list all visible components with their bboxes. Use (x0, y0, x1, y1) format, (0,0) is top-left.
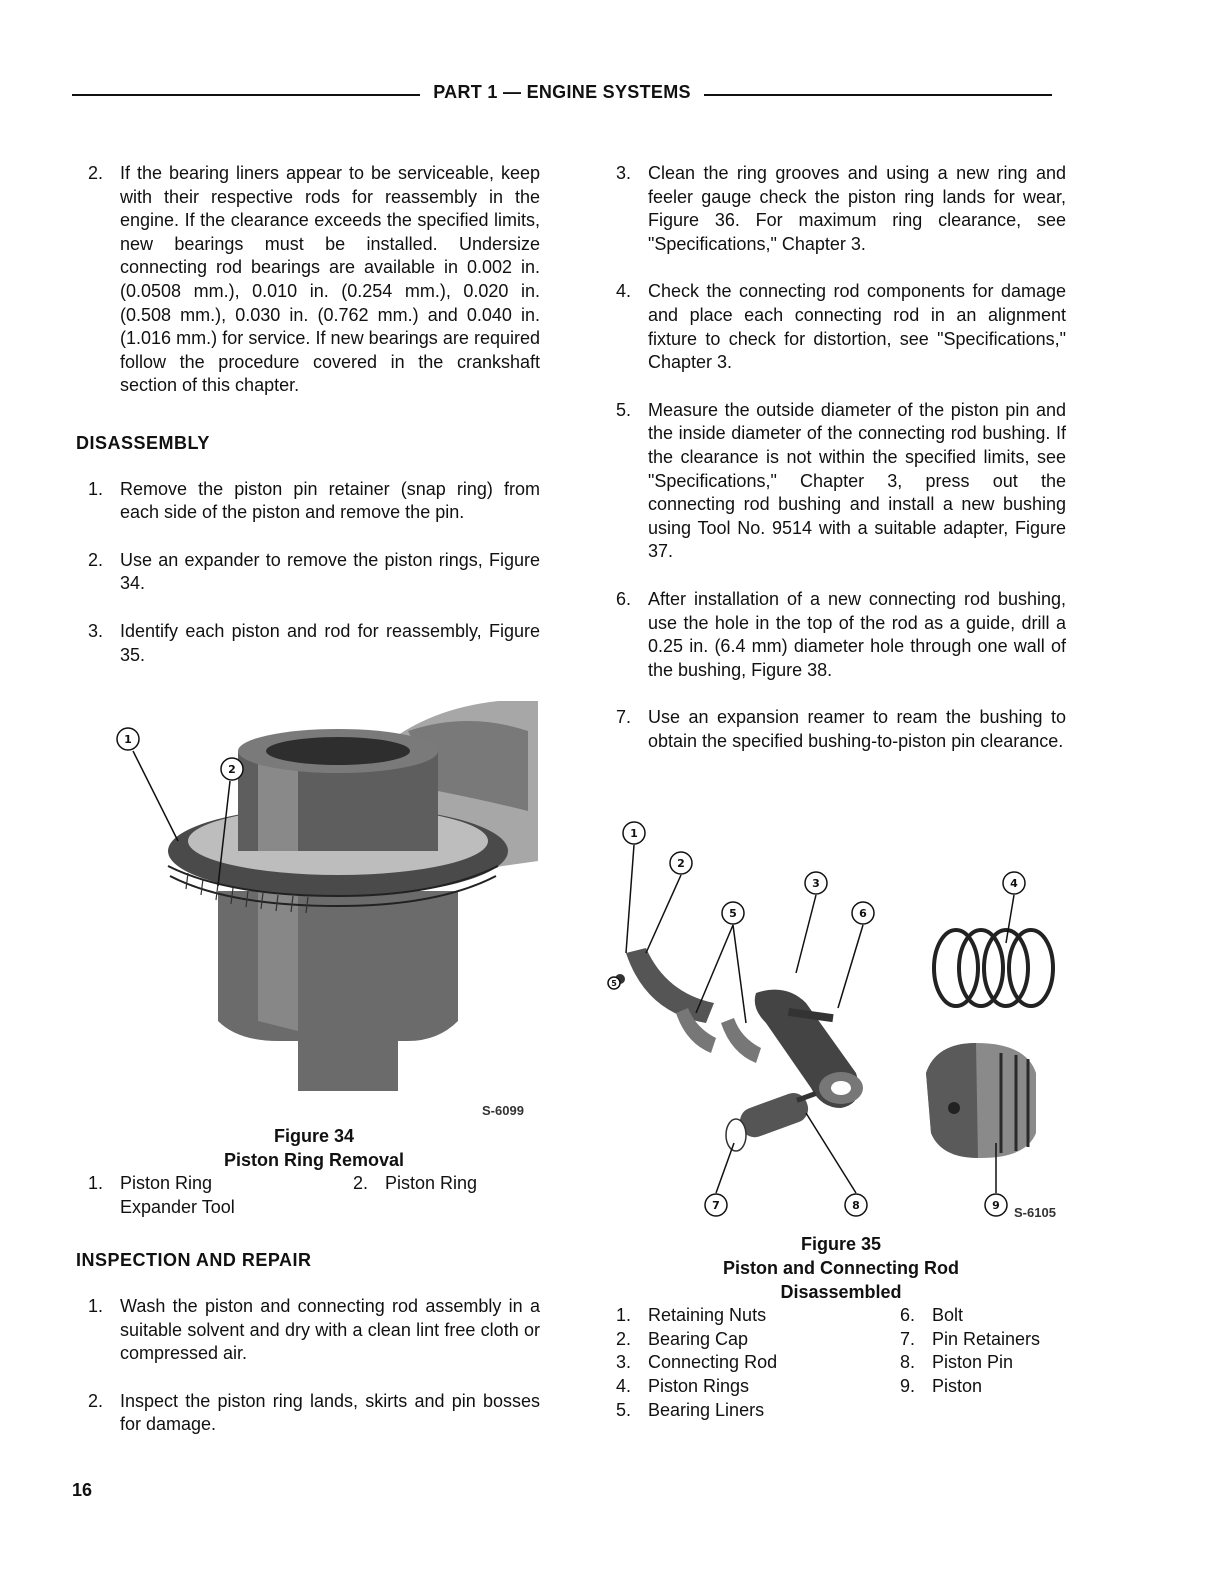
piston-connecting-rod-illustration (606, 813, 1056, 1223)
callout-3-label: 3 (812, 877, 820, 891)
callout-1-label: 1 (630, 827, 638, 841)
list-item: 4. Check the connecting rod components for damage and place each connecting rod in an alignment fixture to check for distortion, see "Specifications," Chapter 3. (616, 281, 1066, 373)
list-item: 2. If the bearing liners appear to be serviceable, keep with their respective rods for reassembly in the engine. If the clearance exceeds the specified limits, new bearings must be installed. Undersize connecting rod bearings are available in 0.002 in. (0.0508 mm.), 0.010 in. (0.254 mm.), 0.020 in. (0.508 mm.), 0.030 in. (0.762 mm.) and 0.040 in. (1.016 mm.) for service. If new bearings are required follow the procedure covered in the crankshaft section of this chapter. (88, 163, 540, 396)
left-column (76, 162, 540, 1461)
figure-35-exploded-view (606, 813, 1056, 1223)
legend-item: 2. Bearing Cap (616, 1328, 749, 1349)
list-item: 1. Wash the piston and connecting rod assembly in a suitable solvent and dry with a clean lint free cloth or compressed air. (88, 1296, 540, 1364)
right-column (611, 162, 1066, 1422)
figure-35-caption-number: Figure 35 (800, 1234, 882, 1255)
figure-35-code: S-6105 (1014, 1205, 1056, 1221)
callout-4-label: 4 (1010, 877, 1018, 891)
callout-2-label: 2 (677, 857, 685, 871)
section-heading-inspection: INSPECTION AND REPAIR (76, 1250, 312, 1271)
list-item: 1. Remove the piston pin retainer (snap ring) from each side of the piston and remove the pin. (88, 478, 540, 523)
legend-item: 6. Bolt (900, 1305, 964, 1326)
legend-item: 1. Piston Ring Expander Tool (88, 1173, 235, 1217)
list-item: 2. Use an expander to remove the piston rings, Figure 34. (88, 549, 540, 594)
callout-9-label: 9 (992, 1199, 1000, 1213)
legend-item: 8. Piston Pin (900, 1352, 1014, 1373)
figure-35-caption-title-2: Disassembled (780, 1281, 902, 1302)
callout-2-label: 2 (228, 763, 236, 777)
figure-34-callouts (117, 728, 243, 780)
callout-5-small-label: 5 (611, 979, 617, 989)
legend-item: 4. Piston Rings (616, 1376, 750, 1397)
legend-item: 2. Piston Ring (353, 1173, 478, 1194)
callout-6-label: 6 (859, 907, 867, 921)
figure-34-legend (88, 1172, 540, 1219)
header-rule-left (72, 94, 420, 96)
piston-ring-expander-illustration (108, 691, 548, 1121)
figure-35-caption-title: Piston and Connecting Rod (723, 1258, 959, 1279)
legend-column-left (616, 1304, 900, 1422)
legend-item: 7. Pin Retainers (900, 1328, 1041, 1349)
callout-1-label: 1 (124, 733, 132, 747)
list-item: 3. Identify each piston and rod for reassembly, Figure 35. (88, 620, 540, 665)
legend-item: 1. Retaining Nuts (616, 1305, 767, 1326)
figure-35-legend (616, 1304, 1066, 1422)
figure-34-caption-title: Piston Ring Removal (223, 1149, 405, 1170)
callout-8-label: 8 (852, 1199, 860, 1213)
list-item: 3. Clean the ring grooves and using a new ring and feeler gauge check the piston ring lands for wear, Figure 36. For maximum ring clearance, see "Specifications," Chapter 3. (616, 163, 1066, 254)
page-header (72, 82, 1052, 106)
page-number: 16 (72, 1480, 93, 1500)
legend-item: 5. Bearing Liners (616, 1399, 765, 1420)
legend-item: 9. Piston (900, 1376, 983, 1397)
header-rule-right (704, 94, 1052, 96)
list-item: 7. Use an expansion reamer to ream the bushing to obtain the specified bushing-to-piston pin clearance. (616, 707, 1066, 751)
callout-5-label: 5 (729, 907, 737, 921)
list-item: 5. Measure the outside diameter of the piston pin and the inside diameter of the connecting rod bushing. If the clearance is not within the specified limits, see "Specifications," Chapter 3, press out the connecting rod bushing and install a new bushing using Tool No. 9514 with a suitable adapter, Figure 37. (616, 399, 1066, 562)
figure-34-photo (108, 691, 558, 1121)
callout-7-label: 7 (712, 1199, 720, 1213)
list-item: 6. After installation of a new connecting rod bushing, use the hole in the top of the rod as a guide, drill a 0.25 in. (6.4 mm) diameter hole through one wall of the bushing, Figure 38. (616, 588, 1066, 680)
header-title: PART 1 — ENGINE SYSTEMS (433, 82, 691, 102)
legend-column-right (900, 1304, 1040, 1422)
figure-34-caption-number: Figure 34 (273, 1126, 355, 1147)
figure-34-code: S-6099 (482, 1103, 524, 1119)
section-heading-disassembly: DISASSEMBLY (76, 432, 210, 453)
list-item: 2. Inspect the piston ring lands, skirts and pin bosses for damage. (88, 1390, 540, 1435)
legend-item: 3. Connecting Rod (616, 1352, 778, 1373)
